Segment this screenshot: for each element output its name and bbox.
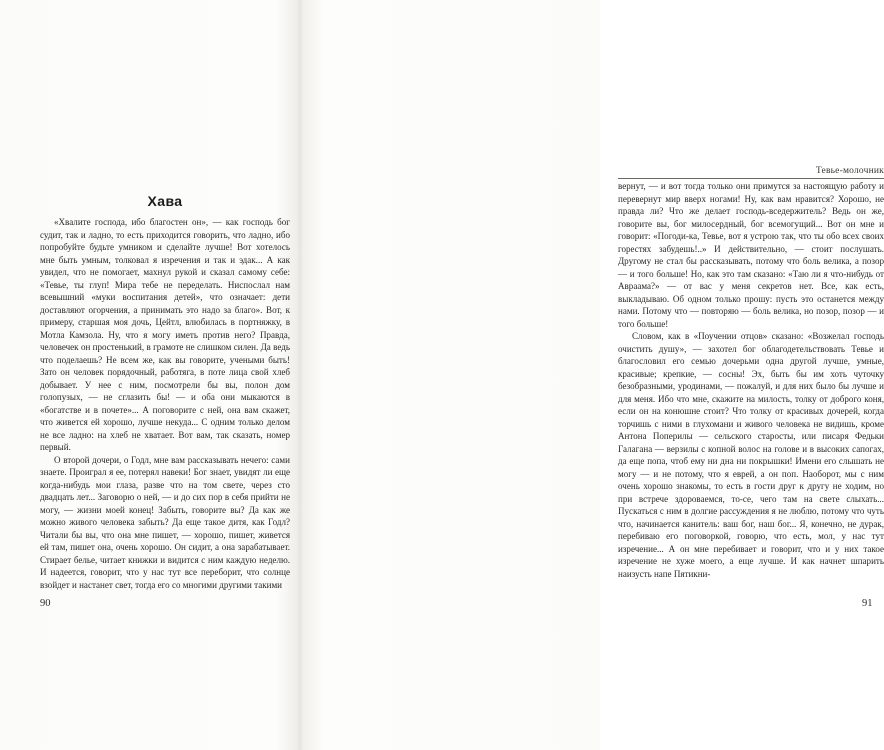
paragraph: О второй дочери, о Годл, мне вам рассказывать нечего: сами знаете. Проиграл я ее, потерял навеки! Бог знает, увидят ли еще когда-нибудь мои глаза, разве что на том свете, через сто двадцать лет... Заговорю о ней, — и до сих пор в себя прийти не могу, — жизни моей конец! Забыть, говорите вы? Да как же можно живого человека забыть? Да еще такое дитя, как Годл? Читали бы вы, что она мне пишет, — хорошо, пишет, живется ей там, пишет она, очень хорошо. Он сидит, а она зарабатывает. Стирает белье, читает книжки и видится с ним каждую неделю. И надеется, говорит, что у нас тут все переборит, что солнце взойдет и настанет свет, тогда его со многими другими такими xyxy=(40,454,290,590)
page-number: 91 xyxy=(862,598,873,609)
page-number: 90 xyxy=(40,598,51,609)
left-page xyxy=(0,0,300,750)
chapter-title: Хава xyxy=(147,193,183,209)
right-page-text xyxy=(618,180,884,581)
right-page xyxy=(300,0,884,750)
left-page-text xyxy=(40,216,290,591)
running-head: Тевье-молочник xyxy=(618,166,884,179)
paragraph: «Хвалите господа, ибо благостен он», — как господь бог судит, так и ладно, то есть приходится говорить, что ладно, ибо попробуйте будьте умником и сделайте лучше! Вот хотелось мне быть умным, толковал я изречения и так и эдак... А как увидел, что не помогает, махнул рукой и сказал самому себе: «Тевье, ты глуп! Мира тебе не переделать. Ниспослал нам всевышний «муки воспитания детей», что означает: дети доставляют огорчения, а принимать это надо за благо». Вот, к примеру, старшая моя дочь, Цейтл, влюбилась в портняжку, в Мотла Камзола. Ну, что я могу иметь против него? Правда, человечек он простенький, в грамоте не слишком силен. Да ведь что поделаешь? Не всем же, как вы говорите, учеными быть! Зато он человек порядочный, работяга, в поте лица свой хлеб добывает. У нее с ним, посмотрели бы вы, полон дом голопузых, — не сглазить бы! — и оба они мыкаются в «богатстве и в почете»... А поговорите с ней, она вам скажет, что живется ей хорошо, лучше некуда... С одним только делом не все ладно: на хлеб не хватает. Вот вам, так сказать, номер первый. xyxy=(40,217,290,453)
paragraph: Словом, как в «Поучении отцов» сказано: «Возжелал господь очистить душу», — захотел бог облагодетельствовать Тевье и благословил его семью дочерьми одна другой лучше, умные, красивые; крепкие, — сосны! Эх, быть бы им хоть чуточку безобразными, уродинами, — пожалуй, и для них было бы лучше и для меня. Ибо что мне, скажите на милость, толку от доброго коня, если он на конюшне стоит? Что толку от красивых дочерей, когда торчишь с ними в глухомани и живого человека не видишь, кроме Антона Поперилы — сельского старосты, или писаря Федьки Галагана — верзилы с копной волос на голове и в высоких сапогах, да еще попа, чтоб ему ни дна ни покрышки! Имени его слышать не могу — и не потому, что я еврей, а он поп. Наоборот, мы с ним очень хорошо знакомы, то есть в гости друг к другу не ходим, но при встрече здороваемся, то-се, чего там на свете слыхать... Пускаться с ним в долгие рассуждения я не люблю, потому что чуть что, начинается канитель: ваш бог, наш бог... Я, конечно, не дурак, перебиваю его поговоркой, говорю, что есть, мол, у нас тут изречение... А он мне перебивает и говорит, что и у них такое изречение не хуже моего, а еще лучше. И как начнет шпарить наизусть напе Пятикни- xyxy=(618,331,884,579)
paragraph: вернут, — и вот тогда только они примутся за настоящую работу и перевернут мир вверх ногами! Ну, как вам нравится? Хорошо, не правда ли? Что же делает господь-вседержитель? Ведь он же, говорите вы, бог милосердный, бог всемогущий... Вот он мне и говорит: «Погоди-ка, Тевье, вот я устрою так, что ты обо всех своих горестях забудешь!..» И действительно, — стоит послушать. Другому не стал бы рассказывать, потому что боль велика, а позор — и того больше! Но, как это там сказано: «Таю ли я что-нибудь от Авраама?» — от вас у меня секретов нет. Все, как есть, выкладываю. Об одном только прошу: пусть это останется между нами. Потому что — повторяю — боль велика, но позор, позор — и того больше! xyxy=(618,181,884,329)
